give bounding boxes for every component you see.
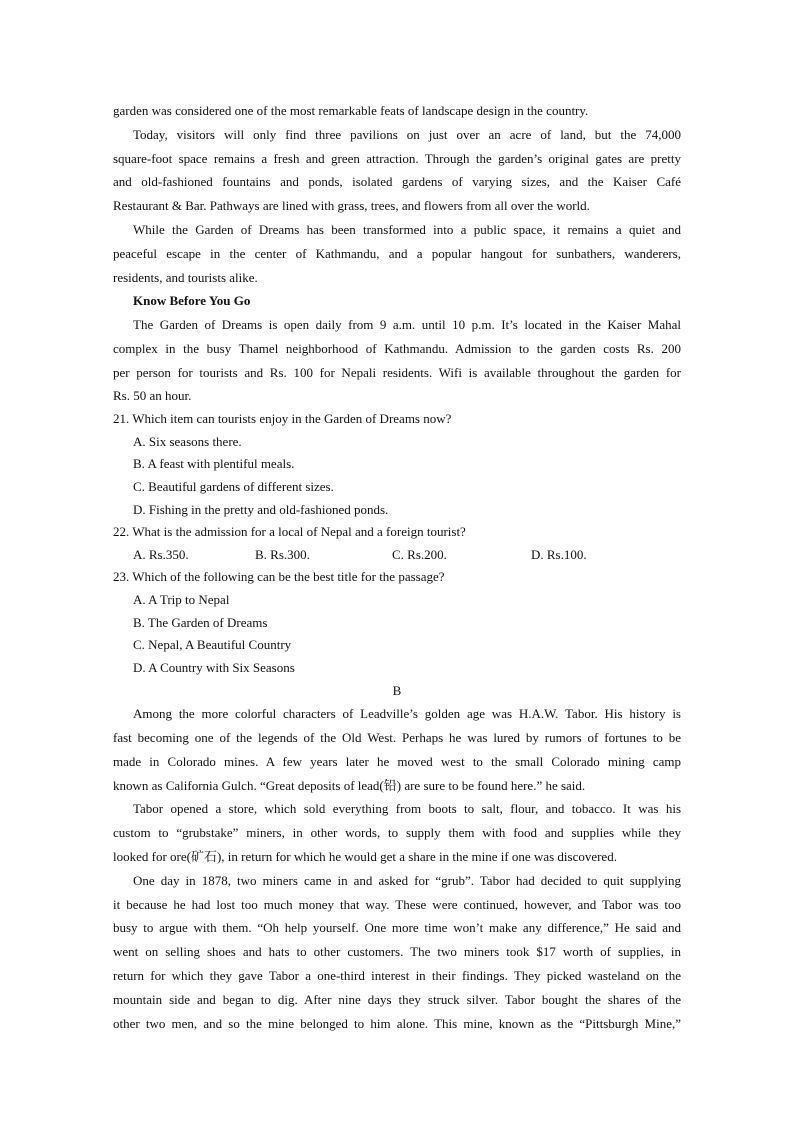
- passage-line: residents, and tourists alike.: [113, 269, 258, 285]
- passage-line: square-foot space remains a fresh and green attraction. Through the garden’s original gates are pretty: [113, 150, 681, 166]
- passage-line: per person for tourists and Rs. 100 for Nepali residents. Wifi is available throughout the garden for: [113, 364, 681, 380]
- question-option: A. Rs.350.: [133, 546, 189, 562]
- passage-line: return for which they gave Tabor a one-third interest in their findings. They picked wasteland on the: [113, 968, 681, 984]
- question-option: A. Six seasons there.: [133, 433, 242, 449]
- question-option: D. A Country with Six Seasons: [133, 659, 295, 675]
- section-label: B: [392, 683, 402, 699]
- document-page: [113, 99, 681, 1035]
- passage-line: looked for ore(矿石), in return for which he would get a share in the mine if one was discovered.: [113, 849, 617, 865]
- question-options-row: [113, 544, 681, 567]
- passage-line: complex in the busy Thamel neighborhood of Kathmandu. Admission to the garden costs Rs. 200: [113, 340, 681, 356]
- question-option: B. The Garden of Dreams: [133, 614, 268, 630]
- passage-line: and old-fashioned fountains and ponds, isolated gardens of varying sizes, and the Kaiser Café: [113, 174, 681, 190]
- question-option: C. Rs.200.: [392, 546, 447, 562]
- passage-line: Today, visitors will only find three pavilions on just over an acre of land, but the 74,000: [133, 126, 681, 142]
- passage-line: busy to argue with them. “Oh help yourself. One more time won’t make any difference,” He said and: [113, 920, 681, 936]
- passage-line: it because he had lost too much money that way. These were continued, however, and Tabor was too: [113, 896, 681, 912]
- question-option: B. Rs.300.: [255, 546, 310, 562]
- passage-line: garden was considered one of the most remarkable feats of landscape design in the country.: [113, 103, 589, 118]
- passage-line: The Garden of Dreams is open daily from 9 a.m. until 10 p.m. It’s located in the Kaiser Mahal: [133, 316, 681, 332]
- passage-line: other two men, and so the mine belonged to him alone. This mine, known as the “Pittsburgh Mine,”: [113, 1015, 681, 1031]
- passage-line: Rs. 50 an hour.: [113, 388, 192, 404]
- question-22: 22. What is the admission for a local of Nepal and a foreign tourist?: [113, 524, 466, 540]
- question-option: D. Rs.100.: [531, 546, 587, 562]
- question-option: A. A Trip to Nepal: [133, 591, 230, 607]
- passage-line: went on selling shoes and hats to other customers. The two miners took $17 worth of supplies, in: [113, 944, 681, 960]
- question-23: 23. Which of the following can be the best title for the passage?: [113, 569, 445, 585]
- passage-line: Among the more colorful characters of Leadville’s golden age was H.A.W. Tabor. His history is: [133, 706, 681, 722]
- passage-line: While the Garden of Dreams has been transformed into a public space, it remains a quiet and: [133, 221, 681, 237]
- passage-line: Restaurant & Bar. Pathways are lined with grass, trees, and flowers from all over the world.: [113, 198, 590, 214]
- passage-line: made in Colorado mines. A few years later he moved west to the small Colorado mining camp: [113, 753, 681, 769]
- question-21: 21. Which item can tourists enjoy in the Garden of Dreams now?: [113, 411, 452, 427]
- passage-line: mountain side and began to dig. After nine days they struck silver. Tabor bought the shares of the: [113, 991, 681, 1007]
- question-option: D. Fishing in the pretty and old-fashioned ponds.: [133, 501, 389, 517]
- question-option: C. Nepal, A Beautiful Country: [133, 637, 292, 653]
- passage-line: custom to “grubstake” miners, in other words, to supply them with food and supplies while they: [113, 825, 681, 841]
- passage-line: Tabor opened a store, which sold everything from boots to salt, flour, and tobacco. It was his: [133, 801, 681, 817]
- question-option: C. Beautiful gardens of different sizes.: [133, 478, 334, 494]
- section-heading: Know Before You Go: [133, 293, 251, 309]
- passage-line: fast becoming one of the legends of the Old West. Perhaps he was lured by rumors of fortunes to be: [113, 730, 681, 746]
- passage-line: One day in 1878, two miners came in and asked for “grub”. Tabor had decided to quit supplying: [133, 872, 681, 888]
- question-option: B. A feast with plentiful meals.: [133, 456, 295, 472]
- passage-line: known as California Gulch. “Great deposits of lead(铅) are sure to be found here.” he said.: [113, 777, 586, 793]
- passage-line: peaceful escape in the center of Kathmandu, and a popular hangout for sunbathers, wanderers,: [113, 245, 681, 261]
